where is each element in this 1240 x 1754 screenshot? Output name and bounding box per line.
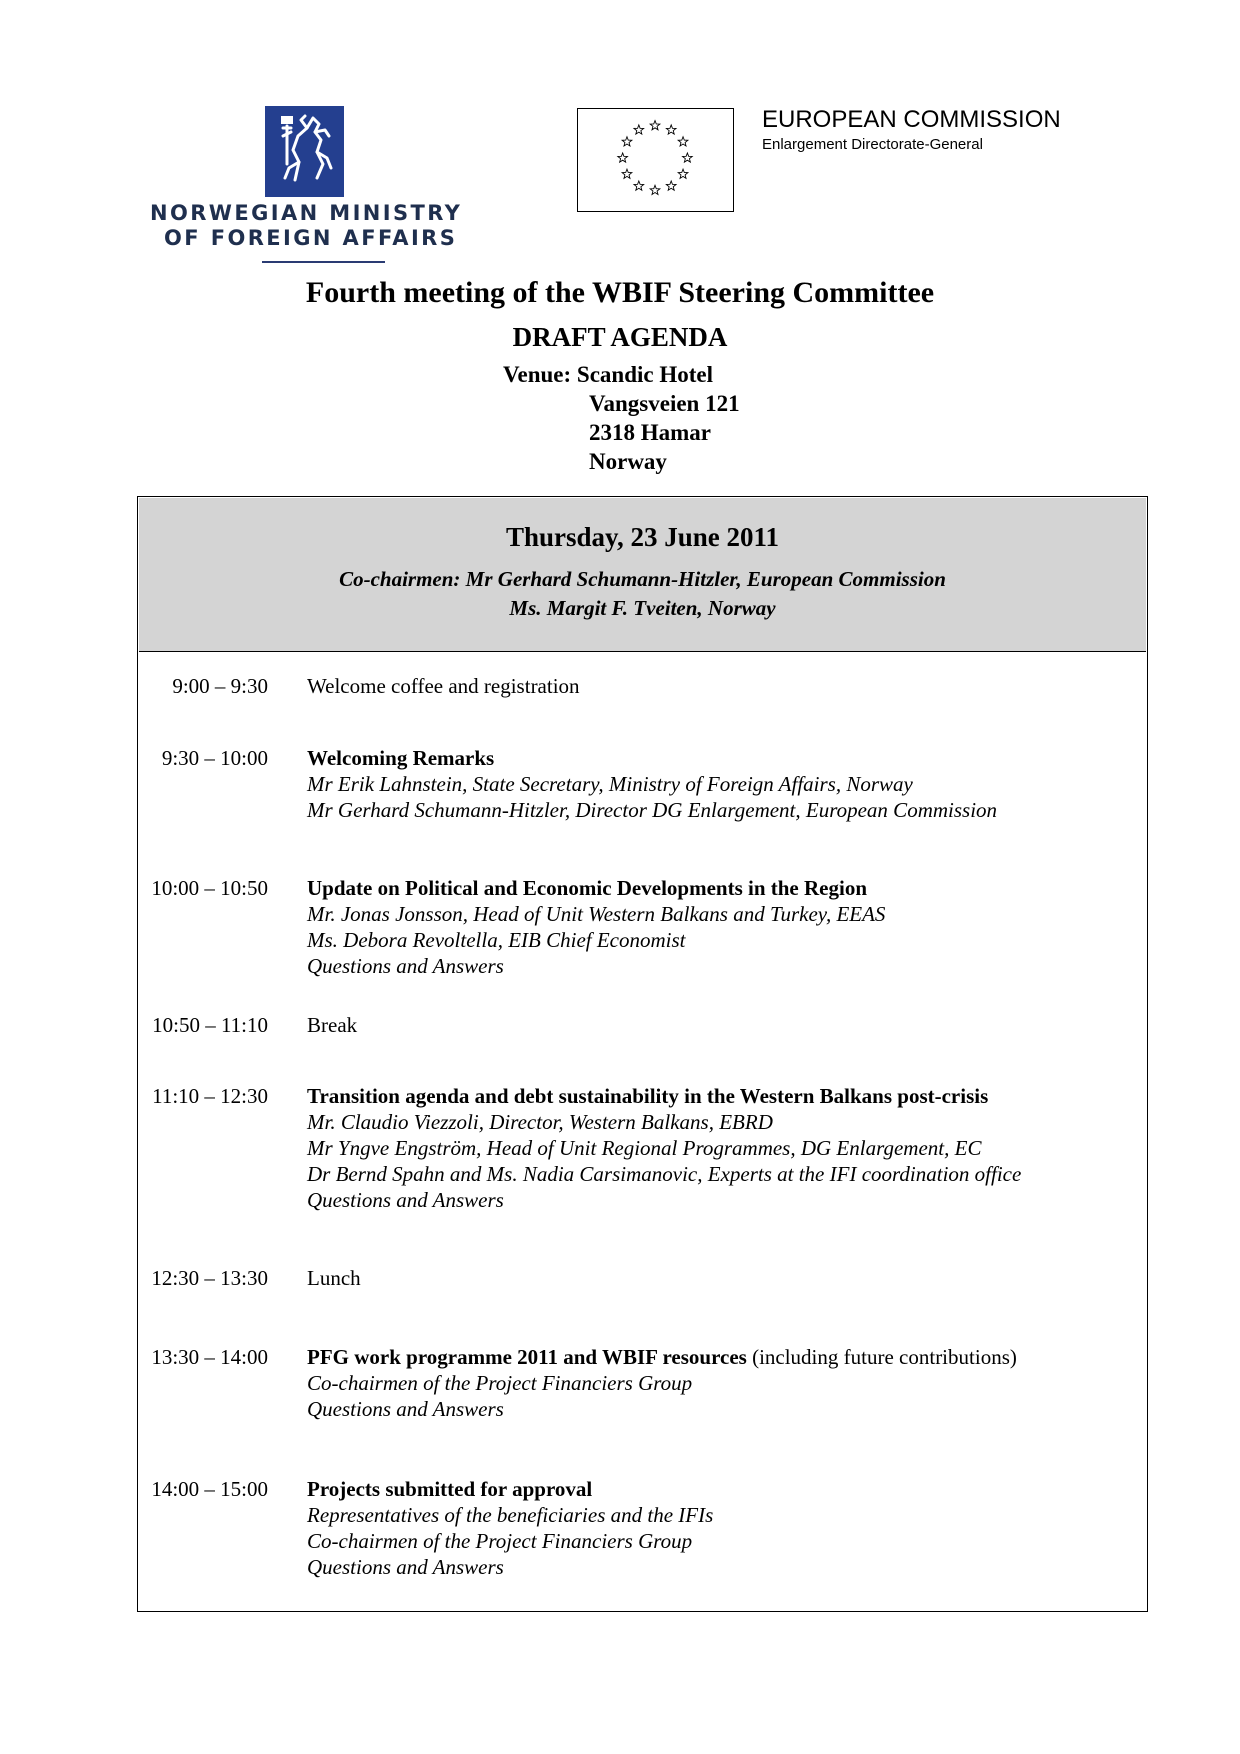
norway-logo-underline — [262, 261, 385, 263]
agenda-time: 10:00 – 10:50 — [151, 876, 268, 900]
eu-commission-title: EUROPEAN COMMISSION — [762, 106, 1061, 133]
agenda-item-title-line — [307, 1344, 1017, 1370]
eu-star-icon — [666, 125, 676, 134]
agenda-item-title: Welcome coffee and registration — [307, 674, 580, 698]
eu-star-icon — [622, 137, 632, 146]
eu-flag-icon — [577, 108, 734, 212]
agenda-item-title-suffix: (including future contributions) — [746, 1345, 1017, 1369]
agenda-item-title: Welcoming Remarks — [307, 746, 495, 770]
agenda-title: DRAFT AGENDA — [512, 322, 728, 352]
eu-star-icon — [634, 181, 644, 190]
agenda-item-detail: Questions and Answers — [307, 954, 504, 978]
agenda-time: 14:00 – 15:00 — [151, 1477, 268, 1501]
norway-ministry-name-line1: NORWEGIAN MINISTRY — [150, 201, 463, 225]
agenda-item-title: Update on Political and Economic Developments in the Region — [307, 876, 867, 900]
agenda-item-detail: Representatives of the beneficiaries and the IFIs — [307, 1503, 714, 1527]
venue-country: Norway — [589, 449, 667, 474]
agenda-items — [307, 1012, 357, 1038]
agenda-items — [307, 745, 997, 823]
agenda-items — [307, 1083, 1021, 1213]
norway-coat-of-arms-icon — [265, 106, 344, 197]
agenda-item-title: Projects submitted for approval — [307, 1477, 593, 1501]
norway-ministry-name-line2: OF FOREIGN AFFAIRS — [164, 226, 458, 250]
agenda-item-detail: Questions and Answers — [307, 1188, 504, 1212]
agenda-item-detail: Mr Yngve Engström, Head of Unit Regional Programmes, DG Enlargement, EC — [307, 1136, 982, 1160]
day-title: Thursday, 23 June 2011 — [505, 522, 780, 552]
agenda-item-title: PFG work programme 2011 and WBIF resources — [307, 1345, 747, 1369]
agenda-item-detail: Co-chairmen of the Project Financiers Group — [307, 1529, 693, 1553]
agenda-items — [307, 673, 580, 699]
agenda-items — [307, 1265, 361, 1291]
agenda-items — [307, 1344, 1017, 1422]
eu-directorate-subtitle: Enlargement Directorate-General — [762, 136, 983, 153]
agenda-time: 13:30 – 14:00 — [151, 1345, 268, 1369]
agenda-time: 10:50 – 11:10 — [152, 1013, 268, 1037]
eu-star-icon — [650, 121, 660, 130]
venue-street: Vangsveien 121 — [589, 391, 740, 416]
cochairs-line2: Ms. Margit F. Tveiten, Norway — [509, 596, 776, 620]
agenda-item-title: Break — [307, 1013, 358, 1037]
meeting-title: Fourth meeting of the WBIF Steering Committee — [305, 276, 935, 309]
agenda-item-title: Transition agenda and debt sustainability in the Western Balkans post-crisis — [307, 1084, 989, 1108]
eu-star-icon — [678, 169, 688, 178]
agenda-table — [137, 496, 1148, 1612]
eu-star-icon — [622, 169, 632, 178]
agenda-item-detail: Questions and Answers — [307, 1555, 504, 1579]
agenda-item-title: Lunch — [307, 1266, 361, 1290]
agenda-time: 12:30 – 13:30 — [151, 1266, 268, 1290]
agenda-item-detail: Mr. Jonas Jonsson, Head of Unit Western Balkans and Turkey, EEAS — [307, 902, 886, 926]
venue-city: 2318 Hamar — [589, 420, 712, 445]
agenda-item-detail: Co-chairmen of the Project Financiers Group — [307, 1371, 693, 1395]
agenda-time: 9:00 – 9:30 — [172, 674, 268, 698]
cochairs-line1: Co-chairmen: Mr Gerhard Schumann-Hitzler, European Commission — [339, 567, 946, 591]
agenda-items — [307, 875, 885, 979]
agenda-item-detail: Mr Erik Lahnstein, State Secretary, Ministry of Foreign Affairs, Norway — [307, 772, 913, 796]
agenda-item-detail: Ms. Debora Revoltella, EIB Chief Economist — [307, 928, 686, 952]
eu-star-icon — [683, 153, 693, 162]
eu-star-icon — [618, 153, 628, 162]
eu-star-icon — [650, 185, 660, 194]
agenda-time: 9:30 – 10:00 — [161, 746, 268, 770]
venue-label: Venue: Scandic Hotel — [503, 362, 713, 387]
agenda-item-detail: Mr Gerhard Schumann-Hitzler, Director DG Enlargement, European Commission — [307, 798, 998, 822]
agenda-items — [307, 1476, 713, 1580]
eu-star-icon — [678, 137, 688, 146]
agenda-item-detail: Mr. Claudio Viezzoli, Director, Western Balkans, EBRD — [307, 1110, 773, 1134]
agenda-time: 11:10 – 12:30 — [152, 1084, 268, 1108]
agenda-item-detail: Dr Bernd Spahn and Ms. Nadia Carsimanovic, Experts at the IFI coordination office — [307, 1162, 1022, 1186]
eu-star-icon — [666, 181, 676, 190]
eu-star-icon — [634, 125, 644, 134]
agenda-item-detail: Questions and Answers — [307, 1397, 504, 1421]
